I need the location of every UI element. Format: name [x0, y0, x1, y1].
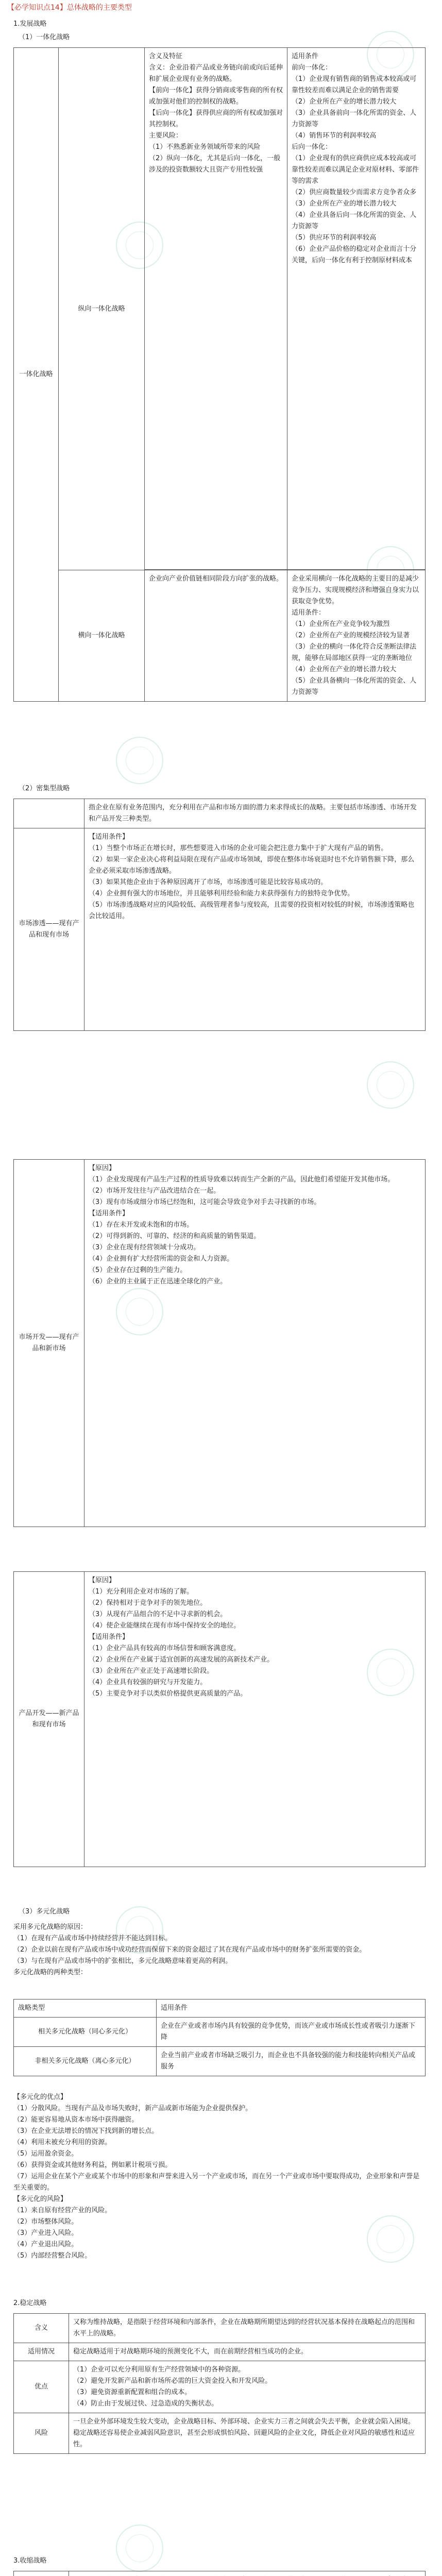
market-penetration-label: 市场渗透——现有产品和现有市场 [14, 828, 84, 1031]
market-penetration-content: 【适用条件】 （1）当整个市场正在增长时，那些想要进入市场的企业可能会把注意力集中于扩大现有产品的销售。 （2）如果一家企业决心将利益局限在现有产品或市场领域，即使在整体市场衰退时也不允许销售额下降，那么企业必须采取市场渗透战略。 （3）如果其他企业由于各种原因离开了市场，市场渗透可能是比较容易成功的。 （4）企业拥有强大的市场地位，并且能够利用经验和能力来获得强有力的独特竞争优势。 （5）市场渗透战略对应的风险较低、高级管理者参与度较高，且需要的投资相对较低的时候，市场渗透策略也会比较适用。 [84, 828, 426, 1031]
intensive-intro: 指企业在原有业务范围内，充分利用在产品和市场方面的潜力来求得成长的战略。主要包括市场渗透、市场开发和产品开发三种类型。 [84, 799, 426, 828]
diversification-pros-risks: 【多元化的优点】 （1）分散风险。当现有产品及市场失败时，新产品或新市场能为企业提供保护。 （2）能更容易地从资本市场中获得融资。 （3）在企业无法增长的情况下找到新的增长点。 （4）利用未被充分利用的资源。 （5）运用盈余资金。 （6）获得资金或其他财务利益，例如累计税项亏损。 （7）运用企业在某个产业或某个市场中的形象和声誉来进入另一个产业或市场，而在另一个产业或市场中要取得成功，企业形象和声誉是至关重要的。 【多元化的风险】 （1）来自原有经营产业的风险。 （2）市场整体风险。 （3）产业进入风险。 （4）产业退出风险。 （5）内部经营整合风险。 [13, 2093, 420, 2260]
section-heading-stability: 2.稳定战略 [13, 2299, 47, 2307]
integration-label: 一体化战略 [14, 48, 59, 702]
document-title: 【必学知识点14】总体战略的主要类型 [7, 4, 132, 12]
market-development-content: 【原因】 （1）企业发现现有产品生产过程的性质导致难以转而生产全新的产品，因此他们希望能开发其他市场。 （2）市场开发往往与产品改进结合在一起。 （3）现有市场或细分市场已经饱和，这可能会导致竞争对手去寻找新的市场。 【适用条件】 （1）存在未开发或未饱和的市场。 （2）可得到新的、可靠的、经济的和高质量的销售渠道。 （3）企业在现有经营领域十分成功。 （4）企业拥有扩大经营所需的资金和人力资源。 （5）企业存在过剩的生产能力。 （6）企业的主业属于正在迅速全球化的产业。 [84, 1160, 426, 1527]
retrench-definition [69, 2571, 426, 2576]
section-heading-retrench: 3.收缩战略 [13, 2557, 47, 2565]
intensive-intro-label [14, 799, 84, 828]
stability-applicability-label: 适用情况 [14, 2343, 69, 2361]
diversification-reasons: 采用多元化战略的原因： （1）在现有产品或市场中持续经营并不能达到目标。 （2）企业以前在现有产品或市场中成功经营而保留下来的资金超过了其在现有产品或市场中的财务扩张所需要的资金。 （3）与在现有产品或市场中的扩张相比，多元化战略意味着更高的利润。 多元化战略的两种类型： [13, 1923, 366, 1976]
watermark-logo [116, 2524, 163, 2572]
column-header: 适用条件 [292, 53, 319, 60]
stability-advantages: （1）企业可以充分利用原有生产经营领域中的各种资源。 （2）避免开发新产品和新市场所必需的巨大资金投入和开发风险。 （3）避免资源重新配置和组合的成本。 （4）防止由于发展过快、过急造成的失衡状态。 [69, 2361, 426, 2413]
stability-advantages-label: 优点 [14, 2361, 69, 2413]
horizontal-integration-conditions: 企业采用横向一体化战略的主要目的是减少竞争压力、实现规模经济和增强自身实力以获取竞争优势。 适用条件： （1）企业所在产业竞争较为激烈 （2）企业所在产业的规模经济较为显著 （3）企业的横向一体化符合反垄断法律法规，能够在局部地区获得一定的垄断地位 （4）企业所在产业的增长潜力较大 （5）企业具备横向一体化所需的资金、人力资源等 [287, 570, 426, 702]
column-header: 适用条件 [157, 1999, 426, 2018]
horizontal-integration-label: 横向一体化战略 [59, 570, 145, 702]
related-diversification-condition: 企业在产业或者市场内具有较强的竞争优势，而该产业或市场成长性或者吸引力逐渐下降 [157, 2018, 426, 2047]
stability-risks-label: 风险 [14, 2413, 69, 2454]
stability-applicability: 稳定战略适用于对战略期环境的预测变化不大，而在前期经营相当成功的企业。 [69, 2343, 426, 2361]
subsection-heading-integration: （1）一体化战略 [19, 33, 70, 41]
retrench-definition-label [14, 2571, 69, 2576]
horizontal-integration-definition: 企业向产业价值链相同阶段方向扩张的战略。 [145, 570, 287, 702]
watermark-logo [116, 737, 163, 784]
product-development-content: 【原因】 （1）充分利用企业对市场的了解。 （2）保持相对于竞争对手的领先地位。 （3）从现有产品组合的不足中寻求新的机会。 （4）使企业能继续在现有市场中保持安全的地位。 【适用条件】 （1）企业产品具有较高的市场信誉和顾客满意度。 （2）企业所在产业属于适宜创新的高速发展的高新技术产业。 （3）企业所在产业正处于高速增长阶段。 （4）企业具有较强的研究与开发能力。 （5）主要竞争对手以类似价格提供更高质量的产品。 [84, 1572, 426, 1867]
product-development-table [13, 1571, 426, 1867]
retrench-table [13, 2571, 426, 2576]
stability-risks: 一旦企业外部环境发生较大变动，企业战略目标、外部环境、企业实力三者之间就会失去平衡，企业就会陷入困境。稳定战略还容易使企业减弱风险意识，甚至会形成惧怕风险、回避风险的企业文化，降低企业对风险的敏感性和适应性。 [69, 2413, 426, 2454]
section-heading-growth: 1.发展战略 [13, 20, 47, 28]
diversification-types-table [13, 1999, 426, 2076]
vertical-integration-conditions: 适用条件 前向一体化： （1）企业现有销售商的销售成本较高或可靠性较差而难以满足企业的销售需要 （2）企业所在产业的增长潜力较大 （3）企业具备前向一体化所需的资金、人力资源等 （4）销售环节的利润率较高 后向一体化： （1）企业现有的供应商供应成本较高或可靠性较差而难以满足企业对原材料、零部件等的需求 （2）供应商数量较少而需求方竞争者众多 （3）企业所在产业的增长潜力较大 （4）企业具备后向一体化所需的资金、人力资源等 （5）供应环节的利润率较高 （6）企业产品价格的稳定对企业而言十分关键，后向一体化有利于控制原材料成本 [287, 48, 426, 570]
market-development-table [13, 1159, 426, 1527]
unrelated-diversification-label: 非相关多元化战略（离心多元化） [14, 2047, 157, 2076]
column-header: 战略类型 [14, 1999, 157, 2018]
integration-table [13, 47, 426, 702]
watermark-logo [367, 1061, 414, 1109]
stability-table [13, 2313, 426, 2454]
market-development-label: 市场开发——现有产品和新市场 [14, 1160, 84, 1527]
stability-definition: 又称为维持战略，是指限于经营环境和内部条件，企业在战略期所期望达到的经营状况基本保持在战略起点的范围和水平上的战略。 [69, 2314, 426, 2343]
related-diversification-label: 相关多元化战略（同心多元化） [14, 2018, 157, 2047]
vertical-integration-label: 纵向一体化战略 [59, 48, 145, 570]
stability-definition-label: 含义 [14, 2314, 69, 2343]
vertical-integration-definition: 含义及特征 含义：企业沿着产品或业务链向前或向后延伸和扩展企业现有业务的战略。 【前向一体化】获得分销商或零售商的所有权或加强对他们的控制权的战略。 【后向一体化】获得供应商的所有权或加强对其控制权。 主要风险： （1）不熟悉新业务领域所带来的风险 （2）纵向一体化，尤其是后向一体化，一般涉及的投资数额较大且资产专用性较强 [145, 48, 287, 570]
unrelated-diversification-condition: 企业当前产业或者市场缺乏吸引力，而企业也不具备较强的能力和技能转向相关产品或服务 [157, 2047, 426, 2076]
subsection-heading-diversification: （3）多元化战略 [19, 1908, 70, 1916]
product-development-label: 产品开发——新产品和现有市场 [14, 1572, 84, 1867]
subsection-heading-intensive: （2）密集型战略 [19, 785, 70, 792]
intensive-table [13, 799, 426, 1031]
column-header: 含义及特征 [149, 53, 183, 60]
